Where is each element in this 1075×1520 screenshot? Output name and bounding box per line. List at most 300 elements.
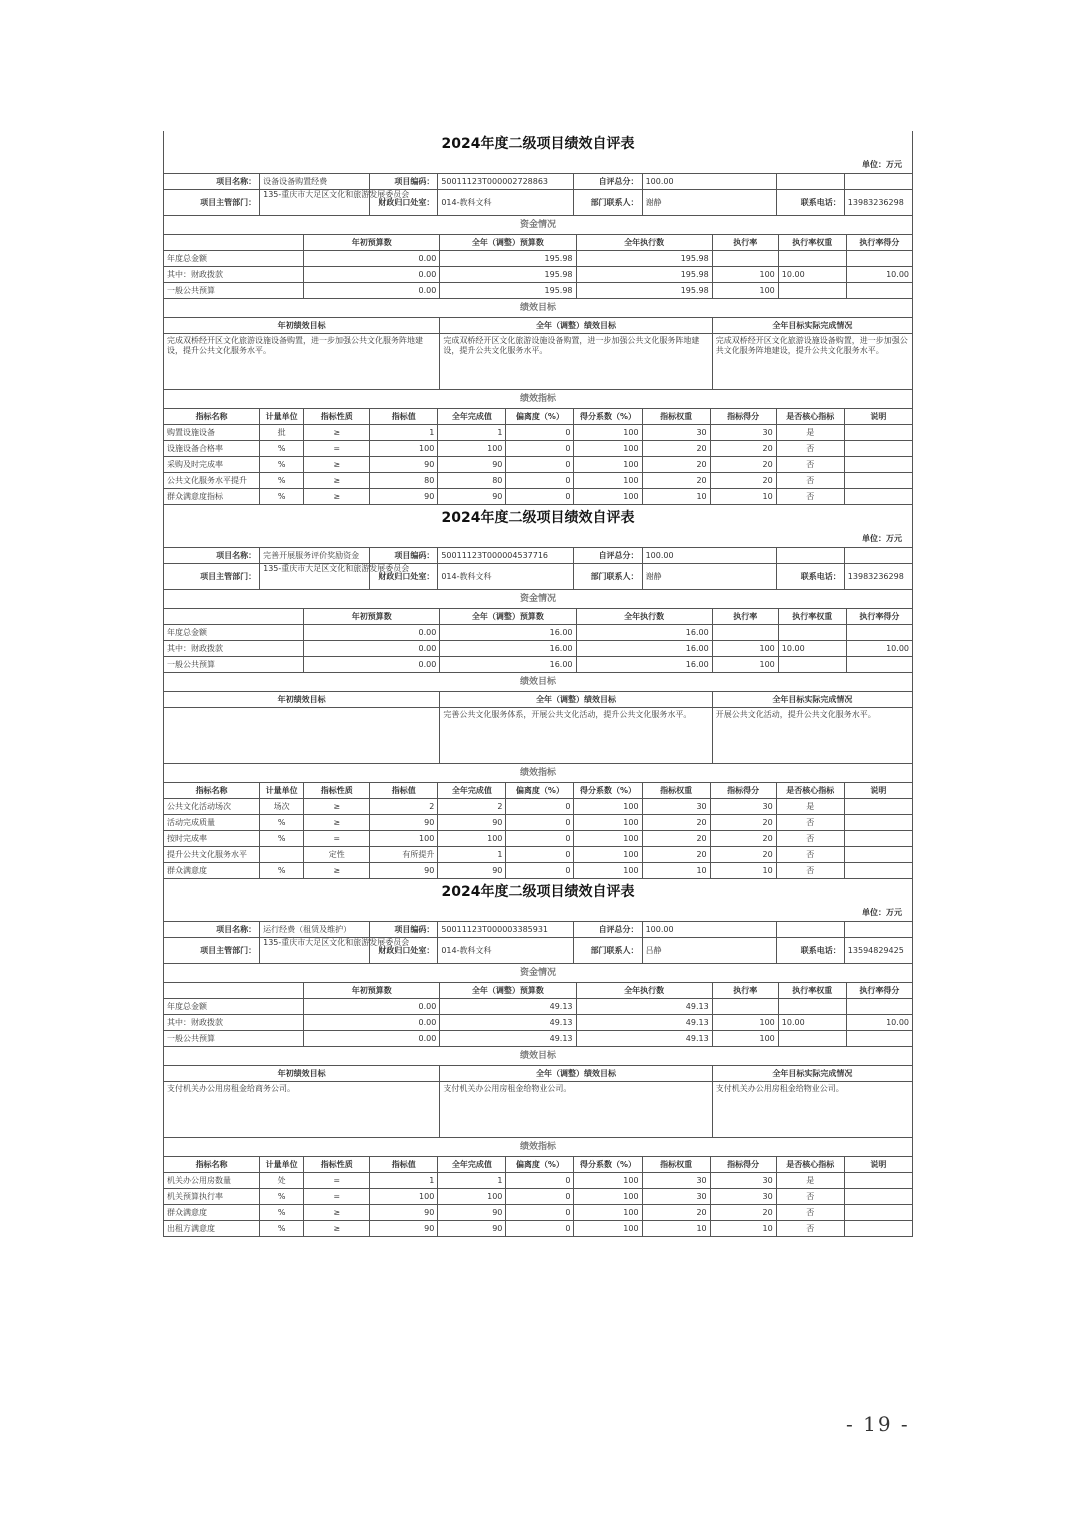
fund-value: 49.13 <box>576 1031 712 1047</box>
indicator-value: 30 <box>710 1189 776 1205</box>
indicator-value: 100 <box>574 1221 642 1237</box>
fund-value <box>846 999 912 1015</box>
fund-header: 执行率权重 <box>778 983 846 999</box>
goal-header: 年初绩效目标 <box>164 692 440 708</box>
indicator-name: 机关办公用房数量 <box>164 1173 260 1189</box>
fund-value: 10.00 <box>846 1015 912 1031</box>
indicator-name: 机关预算执行率 <box>164 1189 260 1205</box>
indicator-row <box>164 489 913 505</box>
project-info-table <box>163 921 913 964</box>
indicator-name: 按时完成率 <box>164 831 260 847</box>
indicator-value: 80 <box>370 473 438 489</box>
indicator-value <box>844 1221 912 1237</box>
indicator-header: 指标得分 <box>710 409 776 425</box>
indicator-row <box>164 1205 913 1221</box>
fund-value: 16.00 <box>440 657 576 673</box>
evaluation-form <box>163 879 913 1237</box>
indicator-header: 是否核心指标 <box>776 409 844 425</box>
indicator-value: % <box>260 441 304 457</box>
contact-person: 谢静 <box>642 564 776 590</box>
fund-header: 年初预算数 <box>304 235 440 251</box>
indicator-header: 指标值 <box>370 409 438 425</box>
indicator-value: 20 <box>710 473 776 489</box>
page-number: - 19 - <box>846 1412 910 1436</box>
indicator-value: = <box>304 1189 370 1205</box>
indicator-value: 0 <box>506 799 574 815</box>
indicator-row <box>164 1189 913 1205</box>
indicator-value: % <box>260 815 304 831</box>
indicator-value: 2 <box>370 799 438 815</box>
indicator-value: ≥ <box>304 489 370 505</box>
fund-row-label: 其中：财政拨款 <box>164 267 304 283</box>
indicator-value: 有所提升 <box>370 847 438 863</box>
indicator-value: 1 <box>438 847 506 863</box>
goal-header: 年初绩效目标 <box>164 1066 440 1082</box>
project-code: 50011123T000003385931 <box>438 922 574 938</box>
unit-label: 单位：万元 <box>163 531 913 547</box>
indicator-value: 1 <box>438 1173 506 1189</box>
cell <box>844 922 912 938</box>
indicator-value: 否 <box>776 489 844 505</box>
indicator-value: 10 <box>642 863 710 879</box>
goal-section-title: 绩效目标 <box>163 299 913 317</box>
indicator-row <box>164 1173 913 1189</box>
indicator-value: 90 <box>370 457 438 473</box>
goal-text: 开展公共文化活动，提升公共文化服务水平。 <box>712 708 912 764</box>
fund-value: 0.00 <box>304 283 440 299</box>
fund-value: 195.98 <box>576 283 712 299</box>
indicator-value: ≥ <box>304 425 370 441</box>
goal-text: 支付机关办公用房租金给商务公司。 <box>164 1082 440 1138</box>
fund-section-title: 资金情况 <box>163 964 913 982</box>
fund-header: 执行率权重 <box>778 235 846 251</box>
indicator-value: 1 <box>370 1173 438 1189</box>
goal-header: 年初绩效目标 <box>164 318 440 334</box>
project-name: 设备设备购置经费 <box>260 174 370 190</box>
field-label: 联系电话： <box>776 938 844 964</box>
fund-header: 执行率权重 <box>778 609 846 625</box>
goal-section-title: 绩效目标 <box>163 1047 913 1065</box>
cell <box>776 174 844 190</box>
indicator-value: 0 <box>506 1221 574 1237</box>
indicator-value: 100 <box>574 425 642 441</box>
indicator-value: 100 <box>574 1205 642 1221</box>
fund-header: 执行率 <box>712 609 778 625</box>
indicator-header: 计量单位 <box>260 409 304 425</box>
indicator-value: 90 <box>370 815 438 831</box>
indicator-value: 批 <box>260 425 304 441</box>
indicator-name: 群众满意度 <box>164 1205 260 1221</box>
fund-value: 10.00 <box>846 641 912 657</box>
indicator-name: 采购及时完成率 <box>164 457 260 473</box>
fund-value <box>846 1031 912 1047</box>
fund-value: 10.00 <box>778 1015 846 1031</box>
indicator-value: 10 <box>710 863 776 879</box>
indicator-header: 说明 <box>844 409 912 425</box>
indicator-value: 90 <box>370 489 438 505</box>
indicator-name: 活动完成质量 <box>164 815 260 831</box>
fund-table <box>163 608 913 673</box>
indicator-value: 0 <box>506 1189 574 1205</box>
fund-value <box>846 251 912 267</box>
indicator-value: 场次 <box>260 799 304 815</box>
indicator-value: 否 <box>776 863 844 879</box>
indicator-header: 指标得分 <box>710 1157 776 1173</box>
fund-value <box>846 625 912 641</box>
indicator-value: 100 <box>574 1189 642 1205</box>
indicator-value: ≥ <box>304 815 370 831</box>
fund-value: 0.00 <box>304 1015 440 1031</box>
goal-header: 全年目标实际完成情况 <box>712 1066 912 1082</box>
indicator-header: 指标名称 <box>164 409 260 425</box>
goal-header: 全年（调整）绩效目标 <box>440 692 712 708</box>
fund-value: 0.00 <box>304 251 440 267</box>
indicator-header: 指标值 <box>370 1157 438 1173</box>
project-info-table <box>163 547 913 590</box>
indicator-value: 20 <box>642 1205 710 1221</box>
field-label: 财政归口处室： <box>370 564 438 590</box>
indicator-value: % <box>260 457 304 473</box>
indicator-value: 90 <box>370 1221 438 1237</box>
indicator-value: 80 <box>438 473 506 489</box>
indicator-row <box>164 1221 913 1237</box>
fund-row-label: 年度总金额 <box>164 999 304 1015</box>
goal-text <box>164 708 440 764</box>
indicator-value: 否 <box>776 457 844 473</box>
fund-row-label: 其中：财政拨款 <box>164 1015 304 1031</box>
field-label: 项目主管部门： <box>164 564 260 590</box>
indicator-header: 计量单位 <box>260 1157 304 1173</box>
indicator-row <box>164 831 913 847</box>
fund-header: 执行率 <box>712 235 778 251</box>
fund-value: 16.00 <box>576 657 712 673</box>
indicator-value: 100 <box>370 441 438 457</box>
indicator-value <box>844 799 912 815</box>
indicator-value: 0 <box>506 847 574 863</box>
indicator-value: 0 <box>506 863 574 879</box>
fund-header <box>164 983 304 999</box>
fund-value <box>846 283 912 299</box>
indicator-value: = <box>304 831 370 847</box>
indicator-value: 0 <box>506 1205 574 1221</box>
project-name: 完善开展服务评价奖励资金 <box>260 548 370 564</box>
indicator-value: 90 <box>370 1205 438 1221</box>
indicator-section-title: 绩效指标 <box>163 1138 913 1156</box>
indicator-row <box>164 799 913 815</box>
self-score: 100.00 <box>642 548 776 564</box>
indicator-value: 20 <box>710 441 776 457</box>
indicator-value <box>844 831 912 847</box>
indicator-header: 偏离度（%） <box>506 1157 574 1173</box>
fund-header <box>164 235 304 251</box>
indicator-value: 20 <box>710 1205 776 1221</box>
indicator-value: 100 <box>574 1173 642 1189</box>
field-label: 项目主管部门： <box>164 190 260 216</box>
phone-number: 13983236298 <box>844 190 912 216</box>
contact-person: 吕静 <box>642 938 776 964</box>
goal-table <box>163 1065 913 1138</box>
indicator-value: 是 <box>776 799 844 815</box>
goal-text: 支付机关办公用房租金给物业公司。 <box>712 1082 912 1138</box>
field-label: 自评总分： <box>574 174 642 190</box>
fund-value: 16.00 <box>576 641 712 657</box>
indicator-value: 100 <box>574 847 642 863</box>
indicator-value: 100 <box>438 831 506 847</box>
indicator-value: 否 <box>776 815 844 831</box>
indicator-value: % <box>260 831 304 847</box>
indicator-value <box>844 1173 912 1189</box>
indicator-value: 处 <box>260 1173 304 1189</box>
indicator-value: 100 <box>438 1189 506 1205</box>
field-label: 财政归口处室： <box>370 938 438 964</box>
fund-value: 100 <box>712 641 778 657</box>
indicator-value: 30 <box>710 425 776 441</box>
cell <box>844 174 912 190</box>
indicator-value: 0 <box>506 441 574 457</box>
indicator-value: 100 <box>370 1189 438 1205</box>
fund-section-title: 资金情况 <box>163 216 913 234</box>
field-label: 项目编码： <box>370 922 438 938</box>
department: 135-重庆市大足区文化和旅游发展委员会 <box>260 564 370 590</box>
fund-row-label: 一般公共预算 <box>164 1031 304 1047</box>
indicator-value: 0 <box>506 831 574 847</box>
indicator-header: 说明 <box>844 783 912 799</box>
indicator-value <box>844 815 912 831</box>
indicator-name: 提升公共文化服务水平 <box>164 847 260 863</box>
indicator-value: 30 <box>642 425 710 441</box>
indicator-value: ≥ <box>304 1205 370 1221</box>
project-code: 50011123T000004537716 <box>438 548 574 564</box>
indicator-value: 20 <box>710 457 776 473</box>
evaluation-form <box>163 505 913 879</box>
fund-value: 100 <box>712 1015 778 1031</box>
phone-number: 13594829425 <box>844 938 912 964</box>
indicator-value: 10 <box>710 1221 776 1237</box>
indicator-table <box>163 782 913 879</box>
indicator-row <box>164 425 913 441</box>
fund-value: 195.98 <box>440 267 576 283</box>
form-title: 2024年度二级项目绩效自评表 <box>163 879 913 905</box>
indicator-header: 指标名称 <box>164 783 260 799</box>
indicator-value: 90 <box>438 815 506 831</box>
fund-value <box>778 251 846 267</box>
indicator-value: 20 <box>642 815 710 831</box>
fund-header: 全年执行数 <box>576 235 712 251</box>
indicator-value: 100 <box>574 441 642 457</box>
goal-text: 完成双桥经开区文化旅游设施设备购置，进一步加强公共文化服务阵地建设，提升公共文化服务水平。 <box>164 334 440 390</box>
indicator-value <box>260 847 304 863</box>
indicator-header: 偏离度（%） <box>506 783 574 799</box>
indicator-value <box>844 457 912 473</box>
fund-value <box>778 1031 846 1047</box>
self-score: 100.00 <box>642 922 776 938</box>
indicator-value: 90 <box>438 1205 506 1221</box>
indicator-header: 是否核心指标 <box>776 783 844 799</box>
indicator-value: % <box>260 473 304 489</box>
indicator-row <box>164 863 913 879</box>
fund-value: 10.00 <box>778 641 846 657</box>
indicator-header: 指标权重 <box>642 783 710 799</box>
indicator-value: ≥ <box>304 457 370 473</box>
indicator-value: 90 <box>438 863 506 879</box>
indicator-table <box>163 408 913 505</box>
fund-value: 16.00 <box>440 625 576 641</box>
indicator-value: 0 <box>506 815 574 831</box>
fund-table <box>163 982 913 1047</box>
fund-value: 0.00 <box>304 641 440 657</box>
indicator-header: 指标权重 <box>642 409 710 425</box>
indicator-header: 得分系数（%） <box>574 1157 642 1173</box>
fund-value: 100 <box>712 283 778 299</box>
indicator-name: 购置设施设备 <box>164 425 260 441</box>
indicator-value: 0 <box>506 489 574 505</box>
field-label: 项目名称： <box>164 922 260 938</box>
indicator-row <box>164 815 913 831</box>
contact-person: 谢静 <box>642 190 776 216</box>
indicator-name: 群众满意度指标 <box>164 489 260 505</box>
field-label: 项目名称： <box>164 548 260 564</box>
indicator-value: 100 <box>370 831 438 847</box>
indicator-table <box>163 1156 913 1237</box>
goal-header: 全年（调整）绩效目标 <box>440 1066 712 1082</box>
indicator-value: 90 <box>438 489 506 505</box>
project-name: 运行经费（租赁及维护） <box>260 922 370 938</box>
fund-value: 100 <box>712 267 778 283</box>
evaluation-form <box>163 131 913 505</box>
department: 135-重庆市大足区文化和旅游发展委员会 <box>260 938 370 964</box>
fund-value: 49.13 <box>576 1015 712 1031</box>
fund-header: 执行率 <box>712 983 778 999</box>
fund-value: 49.13 <box>440 1015 576 1031</box>
indicator-value: 100 <box>574 863 642 879</box>
fund-row-label: 其中：财政拨款 <box>164 641 304 657</box>
fund-value <box>712 999 778 1015</box>
fund-value: 195.98 <box>440 251 576 267</box>
indicator-value: 20 <box>710 847 776 863</box>
fund-value: 0.00 <box>304 999 440 1015</box>
indicator-value: ≥ <box>304 863 370 879</box>
indicator-row <box>164 457 913 473</box>
fund-header: 全年执行数 <box>576 983 712 999</box>
indicator-row <box>164 441 913 457</box>
fund-value: 49.13 <box>440 1031 576 1047</box>
indicator-header: 得分系数（%） <box>574 783 642 799</box>
indicator-value <box>844 847 912 863</box>
field-label: 联系电话： <box>776 190 844 216</box>
fund-value: 16.00 <box>440 641 576 657</box>
indicator-header: 全年完成值 <box>438 783 506 799</box>
form-title: 2024年度二级项目绩效自评表 <box>163 505 913 531</box>
fund-value: 0.00 <box>304 625 440 641</box>
indicator-header: 指标名称 <box>164 1157 260 1173</box>
indicator-value: 否 <box>776 1221 844 1237</box>
fund-value: 49.13 <box>576 999 712 1015</box>
fund-value: 49.13 <box>440 999 576 1015</box>
goal-header: 全年（调整）绩效目标 <box>440 318 712 334</box>
indicator-value: ≥ <box>304 799 370 815</box>
indicator-value: = <box>304 441 370 457</box>
indicator-value: 10 <box>642 489 710 505</box>
fund-section-title: 资金情况 <box>163 590 913 608</box>
field-label: 自评总分： <box>574 548 642 564</box>
fund-value: 10.00 <box>846 267 912 283</box>
indicator-value: 30 <box>710 1173 776 1189</box>
fund-value: 195.98 <box>576 251 712 267</box>
goal-section-title: 绩效目标 <box>163 673 913 691</box>
fund-value <box>846 657 912 673</box>
goal-header: 全年目标实际完成情况 <box>712 692 912 708</box>
field-label: 自评总分： <box>574 922 642 938</box>
fund-row-label: 一般公共预算 <box>164 283 304 299</box>
fund-value: 10.00 <box>778 267 846 283</box>
indicator-name: 设施设备合格率 <box>164 441 260 457</box>
field-label: 项目主管部门： <box>164 938 260 964</box>
fund-header: 执行率得分 <box>846 235 912 251</box>
goal-header: 全年目标实际完成情况 <box>712 318 912 334</box>
fund-value: 195.98 <box>576 267 712 283</box>
goal-text: 完成双桥经开区文化旅游设施设备购置，进一步加强公共文化服务阵地建设，提升公共文化服务水平。 <box>712 334 912 390</box>
fund-value <box>778 625 846 641</box>
indicator-value: 2 <box>438 799 506 815</box>
indicator-value: 20 <box>642 441 710 457</box>
field-label: 部门联系人： <box>574 190 642 216</box>
field-label: 项目编码： <box>370 174 438 190</box>
fund-table <box>163 234 913 299</box>
indicator-value: 100 <box>574 831 642 847</box>
fund-value <box>778 999 846 1015</box>
fund-row-label: 年度总金额 <box>164 625 304 641</box>
fund-value: 16.00 <box>576 625 712 641</box>
fund-value <box>778 283 846 299</box>
indicator-value: 否 <box>776 1189 844 1205</box>
indicator-value: 100 <box>574 473 642 489</box>
fund-header: 全年（调整）预算数 <box>440 983 576 999</box>
indicator-name: 公共文化活动场次 <box>164 799 260 815</box>
phone-number: 13983236298 <box>844 564 912 590</box>
form-title: 2024年度二级项目绩效自评表 <box>163 131 913 157</box>
fund-value <box>712 251 778 267</box>
field-label: 项目名称： <box>164 174 260 190</box>
indicator-name: 公共文化服务水平提升 <box>164 473 260 489</box>
indicator-value: 20 <box>642 831 710 847</box>
indicator-value: 90 <box>438 1221 506 1237</box>
indicator-value: 100 <box>574 815 642 831</box>
indicator-header: 是否核心指标 <box>776 1157 844 1173</box>
indicator-header: 指标值 <box>370 783 438 799</box>
cell <box>776 922 844 938</box>
indicator-value: 是 <box>776 1173 844 1189</box>
indicator-value: % <box>260 1205 304 1221</box>
field-label: 财政归口处室： <box>370 190 438 216</box>
indicator-value: 否 <box>776 473 844 489</box>
field-label: 部门联系人： <box>574 938 642 964</box>
fund-value: 0.00 <box>304 267 440 283</box>
indicator-value: 100 <box>574 457 642 473</box>
fund-row-label: 年度总金额 <box>164 251 304 267</box>
indicator-header: 指标性质 <box>304 409 370 425</box>
indicator-value: 否 <box>776 441 844 457</box>
indicator-value: 30 <box>710 799 776 815</box>
cell <box>776 548 844 564</box>
indicator-header: 偏离度（%） <box>506 409 574 425</box>
indicator-section-title: 绩效指标 <box>163 764 913 782</box>
indicator-value: 90 <box>370 863 438 879</box>
field-label: 项目编码： <box>370 548 438 564</box>
indicator-value: 0 <box>506 1173 574 1189</box>
indicator-name: 出租方满意度 <box>164 1221 260 1237</box>
indicator-header: 说明 <box>844 1157 912 1173</box>
indicator-value: 100 <box>574 799 642 815</box>
